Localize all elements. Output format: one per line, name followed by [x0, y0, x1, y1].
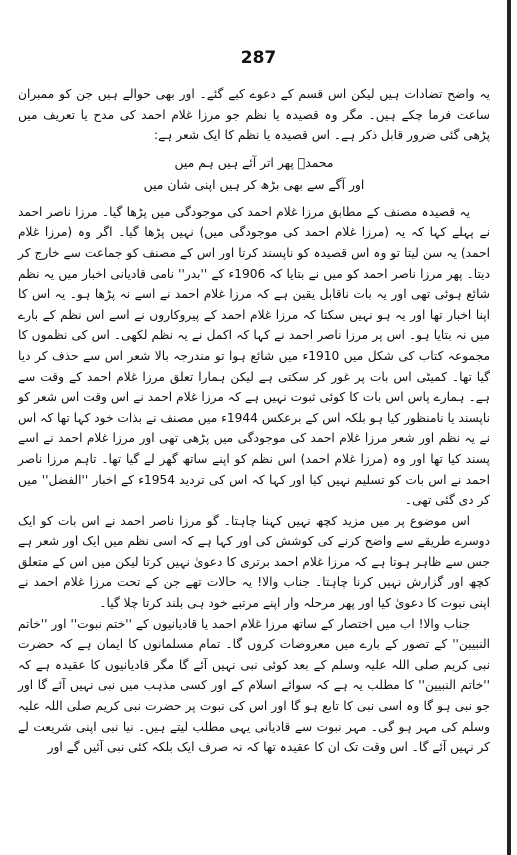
poem-line-1: محمدؐ پھر اتر آئے ہیں ہم میں [174, 154, 334, 170]
poem-line-2: اور آگے سے بھی بڑھ کر ہیں اپنی شان میں [143, 176, 365, 192]
body-paragraph-1: یہ قصیدہ مصنف کے مطابق مرزا غلام احمد کی موجودگی میں پڑھا گیا۔ مرزا ناصر احمد نے پہلے کہا کہ یہ (مرزا غلام احمد کی موجودگی میں) نہیں پڑھا گیا۔ اگر وہ (مرزا غلام احمد) یہ سن لیتا تو وہ اس قصیدہ کو ناپسند کرتا اور اس کے مصنف کو جماعت سے خارج کر دیتا۔ پھر مرزا ناصر احمد کو میں نے بتایا کہ 1906ء کے ''بدر'' نامی قادیانی اخبار میں یہ نظم شائع ہوئی تھی اور یہ بات ناقابل یقین ہے کہ مرزا غلام احمد نے اسے نہ پڑھا ہو۔ یہ اس کا اپنا اخبار تھا اور یہ ہو نہیں سکتا کہ مرزا غلام احمد کے پیروکاروں نے اسے اس نظم کے بارے میں نہ بتایا ہو۔ اس پر مرزا ناصر احمد نے کہا کہ اکمل نے یہ نظم لکھی۔ اس کی نظموں کا مجموعہ کتاب کی شکل میں 1910ء میں شائع ہوا تو مندرجہ بالا شعر اس سے حذف کر دیا گیا تھا۔ کمیٹی اس بات پر غور کر سکتی ہے لیکن ہمارا تعلق مرزا غلام احمد کے وقت سے ہے۔ ہمارے پاس اس بات کا کوئی ثبوت نہیں ہے کہ مرزا غلام احمد نے اس وقت اس شعر کو ناپسند یا نامنظور کیا ہو بلکہ اس کے برعکس 1944ء میں مصنف نے بذات خود کہا تھا کہ اس نے یہ نظم اور شعر مرزا غلام احمد کی موجودگی میں پڑھی تھی اور مرزا غلام احمد نے اسے پسند کیا تھا اور وہ (مرزا غلام احمد) اس نظم کو اپنے ساتھ گھر لے گیا تھا۔ تاہم مرزا ناصر احمد نے اس بات کو تسلیم نہیں کیا اور کہا کہ اس کی تردید 1954ء کے اخبار ''الفضل'' میں کر دی گئی تھی۔ [18, 204, 491, 508]
page-body [18, 84, 490, 758]
page-number: 287 [240, 48, 277, 68]
body-paragraph-2: اس موضوع پر میں مزید کچھ نہیں کہنا چاہتا۔ گو مرزا ناصر احمد نے اس بات کو ایک دوسرے طریقے سے واضح کرنے کی کوشش کی اور کہا ہے کہ اسی نظم میں ایک اور شعر ہے جس سے ظاہر ہوتا ہے کہ مرزا غلام احمد برتری کا دعویٰ نہیں کرتا لیکن میں اس کے متعلق کچھ اور گزارش نہیں کرنا چاہتا۔ جناب والا! یہ حالات تھے جن کے تحت مرزا غلام احمد نے اپنی نبوت کا دعویٰ کیا اور پھر مرحلہ وار اپنے مرتبے خود ہی بلند کرتا چلا گیا۔ [18, 513, 490, 611]
poem-couplet [18, 152, 490, 196]
page-edge-bar [507, 0, 511, 855]
body-paragraph-3: جناب والا! اب میں اختصار کے ساتھ مرزا غلام احمد یا قادیانیوں کے ''ختم نبوت'' اور ''خاتم النبیین'' کے تصور کے بارے میں معروضات کروں گا۔ تمام مسلمانوں کا ایمان ہے کہ حضرت نبی کریم صلی اللہ علیہ وسلم کے بعد کوئی نبی نہیں آئے گا مگر قادیانیوں کا عقیدہ ہے کہ ''خاتم النبیین'' کا مطلب یہ ہے کہ سوائے اسلام کے اور کسی مذہب میں نبی نہیں آئے گا اور جو نبی ہو گا وہ اسی نبی کا تابع ہو گا اور اس کی نبوت پر حضرت نبی کریم صلی اللہ علیہ وسلم کی مہر ہو گی۔ مہر نبوت سے قادیانی یہی مطلب لیتے ہیں۔ نیا نبی اپنی شریعت لے کر نہیں آئے گا۔ اس وقت تک ان کا عقیدہ تھا کہ نہ صرف ایک بلکہ کئی نبی آئیں گے اور [18, 616, 490, 755]
intro-paragraph: یہ واضح تضادات ہیں لیکن اس قسم کے دعوے کیے گئے۔ اور بھی حوالے ہیں جن کو ممبران ساعت فرما چکے ہیں۔ مگر وہ قصیدہ یا نظم جو مرزا غلام احمد کی مدح یا تعریف میں پڑھی گئی ضرور قابل ذکر ہے۔ اس قصیدہ یا نظم کا ایک شعر ہے: [18, 87, 490, 143]
